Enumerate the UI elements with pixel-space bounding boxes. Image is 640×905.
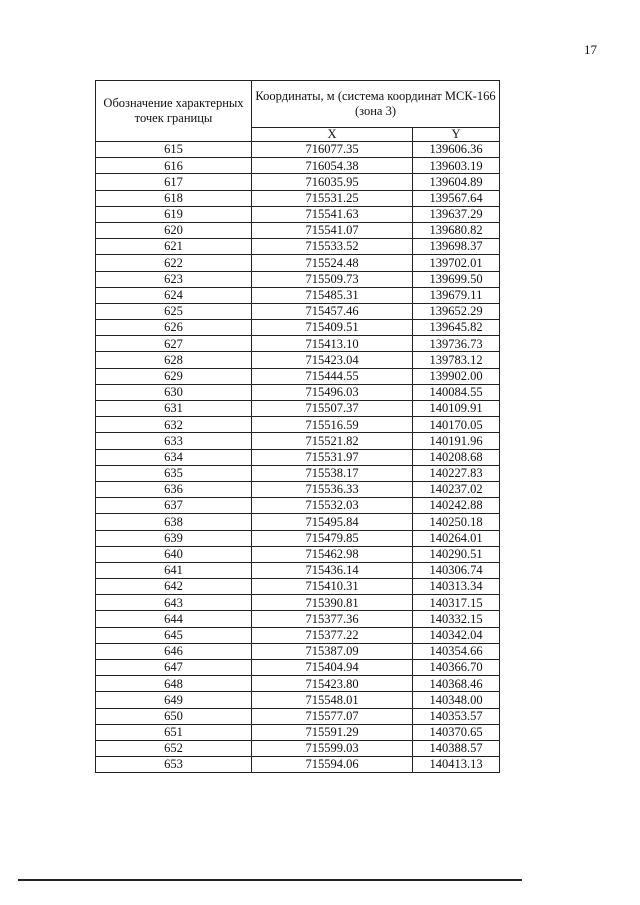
- table-row: [96, 271, 500, 287]
- point-cell: 630: [96, 384, 252, 400]
- point-cell: 643: [96, 595, 252, 611]
- x-cell: 715521.82: [252, 433, 413, 449]
- table-row: [96, 708, 500, 724]
- x-cell: 715377.36: [252, 611, 413, 627]
- y-cell: 140370.65: [413, 724, 500, 740]
- table-row: [96, 142, 500, 158]
- point-cell: 634: [96, 449, 252, 465]
- y-cell: 139637.29: [413, 206, 500, 222]
- y-cell: 140313.34: [413, 579, 500, 595]
- point-cell: 650: [96, 708, 252, 724]
- point-cell: 627: [96, 336, 252, 352]
- x-cell: 715577.07: [252, 708, 413, 724]
- point-cell: 631: [96, 401, 252, 417]
- x-cell: 715531.97: [252, 449, 413, 465]
- x-cell: 715409.51: [252, 320, 413, 336]
- point-cell: 652: [96, 740, 252, 756]
- y-cell: 139736.73: [413, 336, 500, 352]
- table-row: [96, 449, 500, 465]
- y-cell: 139606.36: [413, 142, 500, 158]
- point-cell: 644: [96, 611, 252, 627]
- table-row: [96, 595, 500, 611]
- x-cell: 715404.94: [252, 660, 413, 676]
- point-cell: 640: [96, 546, 252, 562]
- table-row: [96, 239, 500, 255]
- point-cell: 641: [96, 562, 252, 578]
- header-coordinates-label: Координаты, м (система координат МСК-166 (зона 3): [252, 81, 500, 128]
- point-cell: 624: [96, 287, 252, 303]
- y-cell: 139699.50: [413, 271, 500, 287]
- x-cell: 715413.10: [252, 336, 413, 352]
- y-cell: 140242.88: [413, 498, 500, 514]
- point-cell: 648: [96, 676, 252, 692]
- x-cell: 715509.73: [252, 271, 413, 287]
- point-cell: 621: [96, 239, 252, 255]
- point-cell: 615: [96, 142, 252, 158]
- x-cell: 715377.22: [252, 627, 413, 643]
- x-cell: 715410.31: [252, 579, 413, 595]
- table-row: [96, 465, 500, 481]
- y-cell: 140264.01: [413, 530, 500, 546]
- x-cell: 715387.09: [252, 643, 413, 659]
- y-cell: 140388.57: [413, 740, 500, 756]
- table-row: [96, 627, 500, 643]
- y-cell: 139680.82: [413, 222, 500, 238]
- point-cell: 645: [96, 627, 252, 643]
- y-cell: 140290.51: [413, 546, 500, 562]
- table-row: [96, 692, 500, 708]
- table-row: [96, 158, 500, 174]
- x-cell: 716077.35: [252, 142, 413, 158]
- y-cell: 139603.19: [413, 158, 500, 174]
- table-row: [96, 401, 500, 417]
- x-cell: 715599.03: [252, 740, 413, 756]
- table-row: [96, 676, 500, 692]
- point-cell: 626: [96, 320, 252, 336]
- point-cell: 617: [96, 174, 252, 190]
- table-row: [96, 352, 500, 368]
- y-cell: 140227.83: [413, 465, 500, 481]
- point-cell: 647: [96, 660, 252, 676]
- x-cell: 715485.31: [252, 287, 413, 303]
- y-cell: 140250.18: [413, 514, 500, 530]
- table-row: [96, 579, 500, 595]
- x-cell: 715436.14: [252, 562, 413, 578]
- point-cell: 625: [96, 303, 252, 319]
- point-cell: 646: [96, 643, 252, 659]
- x-cell: 715444.55: [252, 368, 413, 384]
- x-cell: 715423.04: [252, 352, 413, 368]
- table-row: [96, 417, 500, 433]
- table-row: [96, 206, 500, 222]
- point-cell: 651: [96, 724, 252, 740]
- table-row: [96, 190, 500, 206]
- x-cell: 715548.01: [252, 692, 413, 708]
- y-cell: 140366.70: [413, 660, 500, 676]
- table-row: [96, 562, 500, 578]
- y-cell: 140306.74: [413, 562, 500, 578]
- y-cell: 140332.15: [413, 611, 500, 627]
- point-cell: 649: [96, 692, 252, 708]
- coordinates-table: [95, 80, 500, 773]
- table-body: [96, 142, 500, 773]
- bottom-rule: [18, 879, 522, 881]
- point-cell: 636: [96, 481, 252, 497]
- point-cell: 623: [96, 271, 252, 287]
- point-cell: 638: [96, 514, 252, 530]
- y-cell: 140237.02: [413, 481, 500, 497]
- header-x: X: [252, 128, 413, 142]
- x-cell: 716054.38: [252, 158, 413, 174]
- table-row: [96, 336, 500, 352]
- y-cell: 140317.15: [413, 595, 500, 611]
- point-cell: 629: [96, 368, 252, 384]
- table-row: [96, 530, 500, 546]
- y-cell: 140353.57: [413, 708, 500, 724]
- table-row: [96, 303, 500, 319]
- x-cell: 715531.25: [252, 190, 413, 206]
- table-row: [96, 287, 500, 303]
- y-cell: 140208.68: [413, 449, 500, 465]
- x-cell: 715594.06: [252, 757, 413, 773]
- y-cell: 139645.82: [413, 320, 500, 336]
- x-cell: 715390.81: [252, 595, 413, 611]
- x-cell: 715536.33: [252, 481, 413, 497]
- table-row: [96, 498, 500, 514]
- y-cell: 139702.01: [413, 255, 500, 271]
- point-cell: 616: [96, 158, 252, 174]
- y-cell: 140368.46: [413, 676, 500, 692]
- header-point-label: Обозначение характерных точек границы: [96, 81, 252, 142]
- x-cell: 715423.80: [252, 676, 413, 692]
- y-cell: 139783.12: [413, 352, 500, 368]
- y-cell: 140354.66: [413, 643, 500, 659]
- table-row: [96, 255, 500, 271]
- page-number: 17: [584, 42, 597, 57]
- y-cell: 140348.00: [413, 692, 500, 708]
- table-row: [96, 320, 500, 336]
- table-row: [96, 611, 500, 627]
- x-cell: 715462.98: [252, 546, 413, 562]
- point-cell: 618: [96, 190, 252, 206]
- y-cell: 140191.96: [413, 433, 500, 449]
- table-row: [96, 384, 500, 400]
- point-cell: 622: [96, 255, 252, 271]
- y-cell: 139567.64: [413, 190, 500, 206]
- point-cell: 637: [96, 498, 252, 514]
- table-row: [96, 514, 500, 530]
- point-cell: 642: [96, 579, 252, 595]
- y-cell: 140413.13: [413, 757, 500, 773]
- table-row: [96, 368, 500, 384]
- table-row: [96, 740, 500, 756]
- y-cell: 140084.55: [413, 384, 500, 400]
- point-cell: 639: [96, 530, 252, 546]
- point-cell: 619: [96, 206, 252, 222]
- x-cell: 715591.29: [252, 724, 413, 740]
- x-cell: 715496.03: [252, 384, 413, 400]
- point-cell: 628: [96, 352, 252, 368]
- x-cell: 715541.07: [252, 222, 413, 238]
- x-cell: 715457.46: [252, 303, 413, 319]
- x-cell: 715495.84: [252, 514, 413, 530]
- point-cell: 653: [96, 757, 252, 773]
- point-cell: 633: [96, 433, 252, 449]
- table-row: [96, 222, 500, 238]
- table-row: [96, 724, 500, 740]
- table-row: [96, 757, 500, 773]
- table-row: [96, 174, 500, 190]
- x-cell: 715532.03: [252, 498, 413, 514]
- x-cell: 715538.17: [252, 465, 413, 481]
- y-cell: 140109.91: [413, 401, 500, 417]
- point-cell: 632: [96, 417, 252, 433]
- y-cell: 139679.11: [413, 287, 500, 303]
- point-cell: 635: [96, 465, 252, 481]
- x-cell: 716035.95: [252, 174, 413, 190]
- x-cell: 715524.48: [252, 255, 413, 271]
- table-row: [96, 433, 500, 449]
- table-row: [96, 660, 500, 676]
- x-cell: 715533.52: [252, 239, 413, 255]
- y-cell: 139698.37: [413, 239, 500, 255]
- x-cell: 715516.59: [252, 417, 413, 433]
- y-cell: 140170.05: [413, 417, 500, 433]
- x-cell: 715507.37: [252, 401, 413, 417]
- y-cell: 139652.29: [413, 303, 500, 319]
- x-cell: 715479.85: [252, 530, 413, 546]
- y-cell: 139604.89: [413, 174, 500, 190]
- table-row: [96, 481, 500, 497]
- header-y: Y: [413, 128, 500, 142]
- y-cell: 140342.04: [413, 627, 500, 643]
- y-cell: 139902.00: [413, 368, 500, 384]
- x-cell: 715541.63: [252, 206, 413, 222]
- table-row: [96, 546, 500, 562]
- table-row: [96, 643, 500, 659]
- point-cell: 620: [96, 222, 252, 238]
